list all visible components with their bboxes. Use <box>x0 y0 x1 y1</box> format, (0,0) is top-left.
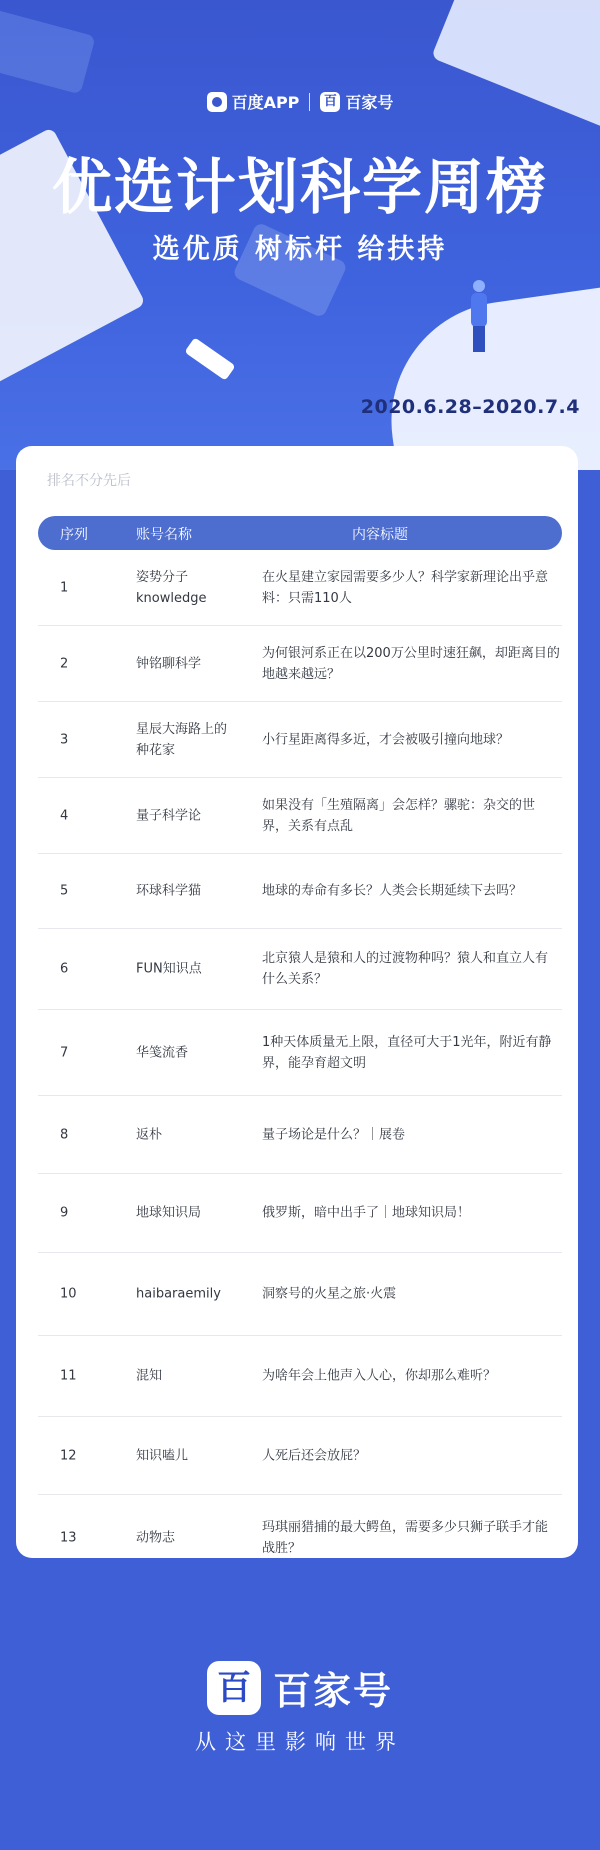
row-account: 量子科学论 <box>136 808 202 823</box>
row-title[interactable]: 量子场论是什么？｜展卷 <box>262 1127 406 1142</box>
table-row <box>38 626 562 702</box>
row-title[interactable]: 俄罗斯，暗中出手了｜地球知识局！ <box>262 1205 471 1221</box>
row-rank: 1 <box>60 580 69 595</box>
table-body <box>38 550 562 1558</box>
table-row <box>38 1010 562 1096</box>
table-row <box>38 550 562 626</box>
baijiahao-label: 百家号 <box>345 93 394 112</box>
baidu-app-brand <box>207 90 300 113</box>
table-row <box>38 1253 562 1336</box>
row-title[interactable]: 人死后还会放屁？ <box>262 1448 367 1463</box>
table-header <box>38 516 562 550</box>
row-rank: 2 <box>60 656 69 671</box>
page-title: 优选计划科学周榜 <box>52 153 548 223</box>
decorative-paper <box>184 337 235 380</box>
table-row <box>38 1174 562 1253</box>
baijiahao-logo-icon: 百 <box>320 92 340 112</box>
page-subtitle: 选优质 树标杆 给扶持 <box>152 234 448 265</box>
row-account: 返朴 <box>136 1127 163 1142</box>
baidu-app-label: 百度APP <box>231 93 300 112</box>
row-rank: 11 <box>60 1368 77 1384</box>
row-title[interactable]: 玛琪丽猎捕的最大鳄鱼，需要多少只狮子联手才能战胜？ <box>262 1520 549 1556</box>
baijiahao-brand <box>320 90 393 113</box>
row-rank: 10 <box>60 1286 77 1302</box>
row-rank: 4 <box>60 808 69 823</box>
baidu-paw-icon <box>207 92 227 112</box>
header-rank: 序列 <box>60 527 88 543</box>
row-rank: 9 <box>60 1205 69 1221</box>
row-account: 钟铭聊科学 <box>136 656 202 671</box>
row-account: 环球科学猫 <box>136 883 202 899</box>
hero-banner <box>0 0 600 470</box>
row-rank: 8 <box>60 1127 69 1142</box>
row-title[interactable]: 1种天体质量无上限，直径可大于1光年，附近有静界，能孕育超文明 <box>262 1034 552 1071</box>
header-account: 账号名称 <box>136 527 192 543</box>
table-row <box>38 1417 562 1495</box>
row-title[interactable]: 地球的寿命有多长？人类会长期延续下去吗？ <box>262 883 523 899</box>
row-account: 混知 <box>136 1368 163 1384</box>
table-row <box>38 702 562 778</box>
baijiahao-footer-logo <box>0 1660 600 1715</box>
row-account: haibaraemily <box>136 1286 221 1302</box>
row-rank: 6 <box>60 961 69 977</box>
row-rank: 7 <box>60 1045 69 1060</box>
row-account: 星辰大海路上的种花家 <box>136 721 228 758</box>
row-title[interactable]: 小行星距离得多近，才会被吸引撞向地球？ <box>262 732 510 747</box>
row-title[interactable]: 洞察号的火星之旅·火震 <box>262 1286 397 1302</box>
row-title[interactable]: 为何银河系正在以200万公里时速狂飙，却距离目的地越来越远？ <box>262 645 560 682</box>
row-title[interactable]: 在火星建立家园需要多少人？科学家新理论出乎意料：只需110人 <box>262 569 549 606</box>
table-row <box>38 1495 562 1558</box>
date-range: 2020.6.28–2020.7.4 <box>360 396 580 418</box>
row-title[interactable]: 为啥年会上他声入人心，你却那么难听？ <box>262 1368 497 1384</box>
row-account: FUN知识点 <box>136 961 202 977</box>
table-row <box>38 929 562 1010</box>
row-account: 知识嗑儿 <box>136 1448 189 1463</box>
person-with-magnifier-illustration <box>468 280 490 352</box>
ranking-card <box>16 446 578 1558</box>
table-row <box>38 1336 562 1417</box>
row-account: 动物志 <box>136 1530 176 1546</box>
row-rank: 5 <box>60 883 69 899</box>
row-account: 华笺流香 <box>136 1045 189 1060</box>
brand-divider <box>309 93 310 111</box>
baijiahao-logo-icon: 百 <box>207 1661 261 1715</box>
row-title[interactable]: 如果没有「生殖隔离」会怎样？骡驼：杂交的世界，关系有点乱 <box>262 797 536 834</box>
table-row <box>38 854 562 929</box>
header-title: 内容标题 <box>352 527 408 543</box>
brand-row <box>0 90 600 113</box>
baijiahao-logo-text: 百家号 <box>272 1669 393 1713</box>
table-row <box>38 1096 562 1174</box>
row-account: 地球知识局 <box>136 1205 202 1221</box>
ranking-note: 排名不分先后 <box>47 473 131 489</box>
row-title[interactable]: 北京猿人是猿和人的过渡物种吗？猿人和直立人有什么关系？ <box>262 951 549 987</box>
decorative-paper <box>0 5 96 94</box>
row-account: 姿势分子knowledge <box>136 569 207 606</box>
row-rank: 3 <box>60 732 69 747</box>
footer-slogan: 从这里影响世界 <box>195 1730 405 1754</box>
table-row <box>38 778 562 854</box>
row-rank: 13 <box>60 1530 77 1546</box>
row-rank: 12 <box>60 1448 77 1463</box>
